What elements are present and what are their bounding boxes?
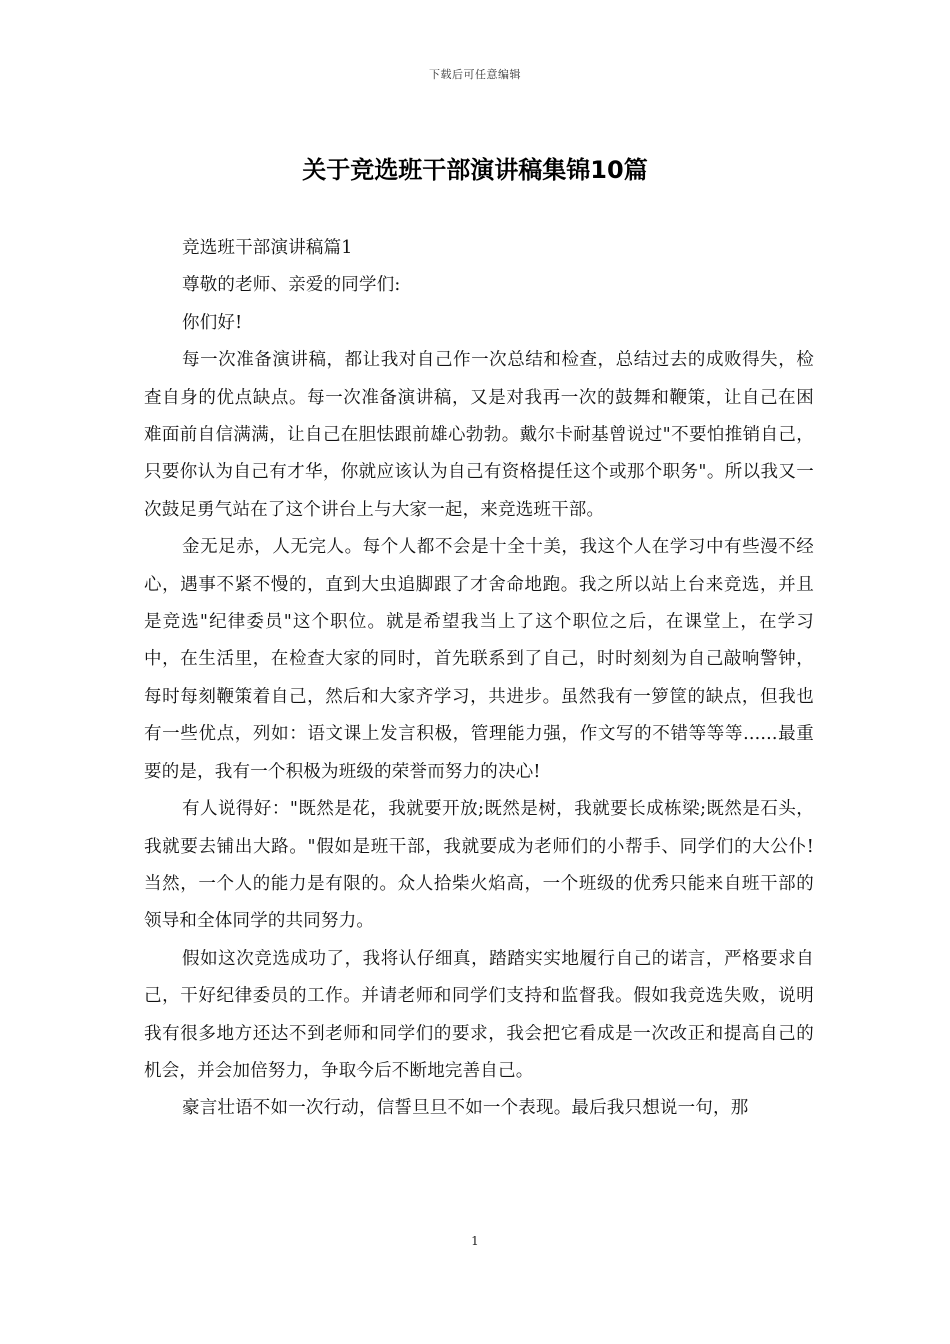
- section-heading: 竞选班干部演讲稿篇1: [182, 238, 353, 258]
- greeting: 你们好!: [182, 312, 243, 333]
- body-paragraph: 豪言壮语不如一次行动，信誓旦旦不如一个表现。最后我只想说一句，那: [182, 1098, 749, 1119]
- salutation: 尊敬的老师、亲爱的同学们:: [182, 275, 401, 296]
- document-body: [144, 230, 814, 1128]
- body-paragraph: 假如这次竞选成功了，我将认仔细真，踏踏实实地履行自己的诺言，严格要求自己，干好纪律委员的工作。并请老师和同学们支持和监督我。假如我竞选失败，说明我有很多地方还达不到老师和同学们的要求，我会把它看成是一次改正和提高自己的机会，并会加倍努力，争取今后不断地完善自己。: [144, 948, 814, 1081]
- body-paragraph: 有人说得好："既然是花，我就要开放;既然是树，我就要长成栋梁;既然是石头，我就要去铺出大路。"假如是班干部，我就要成为老师们的小帮手、同学们的大公仆!当然，一个人的能力是有限的。众人拾柴火焰高，一个班级的优秀只能来自班干部的领导和全体同学的共同努力。: [144, 799, 814, 932]
- header-note: 下载后可任意编辑: [429, 68, 521, 81]
- document-title: 关于竞选班干部演讲稿集锦10篇: [302, 156, 648, 184]
- page-number: 1: [471, 1234, 479, 1248]
- body-paragraph: 金无足赤，人无完人。每个人都不会是十全十美，我这个人在学习中有些漫不经心，遇事不紧不慢的，直到大虫追脚跟了才舍命地跑。我之所以站上台来竞选，并且是竞选"纪律委员"这个职位。就是希望我当上了这个职位之后，在课堂上，在学习中，在生活里，在检查大家的同时，首先联系到了自己，时时刻刻为自己敲响警钟，每时每刻鞭策着自己，然后和大家齐学习，共进步。虽然我有一箩筐的缺点，但我也有一些优点，列如：语文课上发言积极，管理能力强，作文写的不错等等等......最重要的是，我有一个积极为班级的荣誉而努力的决心!: [144, 537, 814, 782]
- body-paragraph: 每一次准备演讲稿，都让我对自己作一次总结和检查，总结过去的成败得失，检查自身的优点缺点。每一次准备演讲稿，又是对我再一次的鼓舞和鞭策，让自己在困难面前自信满满，让自己在胆怯跟前雄心勃勃。戴尔卡耐基曾说过"不要怕推销自己，只要你认为自己有才华，你就应该认为自己有资格提任这个或那个职务"。所以我又一次鼓足勇气站在了这个讲台上与大家一起，来竞选班干部。: [144, 350, 814, 520]
